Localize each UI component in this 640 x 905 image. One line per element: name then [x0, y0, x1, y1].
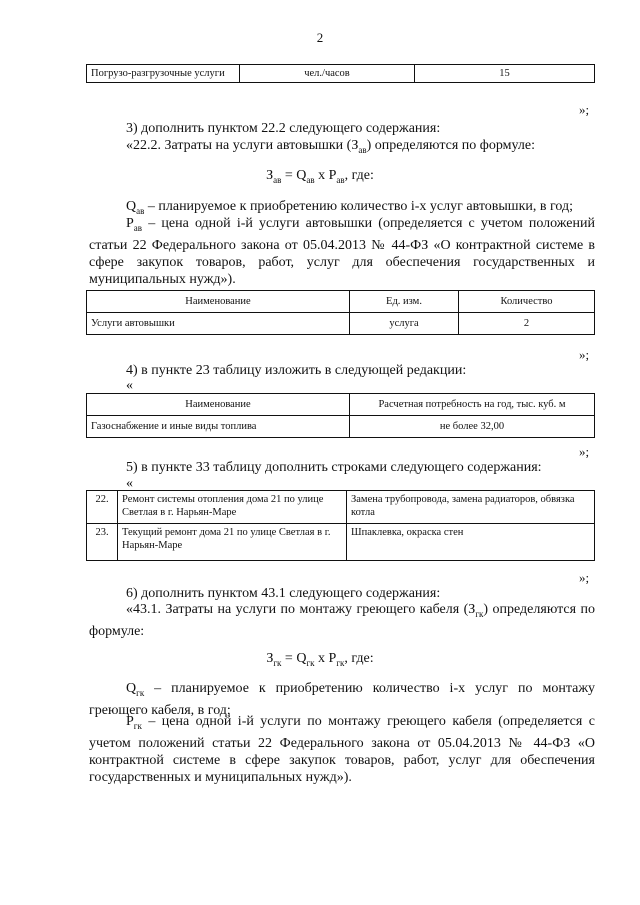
table-row — [87, 65, 595, 83]
table-aerial-platform — [86, 290, 595, 335]
table-header-row — [87, 394, 595, 416]
item6-def-q: $Q_{гк}$ – планируемое к приобретению количество i-х услуг по монтажу греющего кабеля, в год; — [89, 681, 595, 718]
table-repair-works — [86, 490, 595, 561]
open-quote-mark: « — [126, 476, 133, 491]
close-quote-mark: »; — [579, 347, 590, 362]
table-cell-work: Шпаклевка, окраска стен — [347, 524, 595, 561]
close-quote-mark: »; — [579, 570, 590, 585]
table-row — [87, 524, 595, 561]
item4-heading: 4) в пункте 23 таблицу изложить в следующей редакции: — [126, 363, 467, 378]
table-row — [87, 313, 595, 335]
item6-def-p: $P_{гк}$ – цена одной i-й услуги по монтажу греющего кабеля (определяется с учетом положений статьи 22 Федерального закона от 05.04.2013 № 44-ФЗ «О контрактной системе в сфере закупок товаров, работ, услуг для обеспечения государственных и муниципальных нужд»). — [89, 714, 595, 785]
item6-heading: 6) дополнить пунктом 43.1 следующего содержания: — [126, 586, 441, 601]
table-header-cell: Количество — [459, 291, 595, 313]
close-quote-mark: »; — [579, 102, 590, 117]
page-number: 2 — [316, 30, 324, 45]
table-cell-name: Ремонт системы отопления дома 21 по улице Светлая в г. Нарьян-Маре — [118, 491, 347, 524]
table-cell: не более 32,00 — [350, 416, 595, 438]
table-loading-services — [86, 64, 595, 83]
table-cell: Газоснабжение и иные виды топлива — [87, 416, 350, 438]
table-cell-name: Текущий ремонт дома 21 по улице Светлая в г. Нарьян-Маре — [118, 524, 347, 561]
table-cell-work: Замена трубопровода, замена радиаторов, обвязка котла — [347, 491, 595, 524]
item3-heading: 3) дополнить пунктом 22.2 следующего содержания: — [126, 121, 441, 136]
item3-intro: «22.2. Затраты на услуги автовышки $(З_{ав})$ определяются по формуле: — [126, 138, 535, 155]
table-gas-supply — [86, 393, 595, 438]
table-cell: 2 — [459, 313, 595, 335]
table-cell: Услуги автовышки — [87, 313, 350, 335]
table-row — [87, 416, 595, 438]
table-cell-name: Погрузо-разгрузочные услуги — [87, 65, 240, 83]
close-quote-mark: »; — [579, 444, 590, 459]
table-header-cell: Наименование — [87, 291, 350, 313]
open-quote-mark: « — [126, 378, 133, 393]
table-cell-num: 22. — [87, 491, 118, 524]
table-header-row — [87, 291, 595, 313]
item6-formula: $З_{гк} = Q_{гк}$ x $P_{гк}$, где: — [266, 651, 374, 668]
table-cell: услуга — [350, 313, 459, 335]
item3-def-q: $Q_{ав}$ – планируемое к приобретению количество i-х услуг автовышки, в год; — [126, 199, 573, 216]
table-cell-num: 23. — [87, 524, 118, 561]
item3-formula: $З_{ав} = Q_{ав}$ x $P_{ав}$, где: — [266, 168, 374, 185]
item6-intro: «43.1. Затраты на услуги по монтажу греющего кабеля $(З_{гк})$ определяются по формуле: — [89, 602, 596, 639]
table-header-cell: Наименование — [87, 394, 350, 416]
table-row — [87, 491, 595, 524]
table-header-cell: Ед. изм. — [350, 291, 459, 313]
item5-heading: 5) в пункте 33 таблицу дополнить строками следующего содержания: — [126, 460, 542, 475]
table-header-cell: Расчетная потребность на год, тыс. куб. м — [350, 394, 595, 416]
item3-def-p: $P_{ав}$ – цена одной i-й услуги автовышки (определяется с учетом положений статьи 22 Федерального закона от 05.04.2013 № 44-ФЗ «О контрактной системе в сфере закупок товаров, работ, услуг для обеспечения государственных и муниципальных нужд»). — [89, 216, 595, 287]
table-cell-qty: 15 — [415, 65, 595, 83]
table-cell-unit: чел./часов — [240, 65, 415, 83]
